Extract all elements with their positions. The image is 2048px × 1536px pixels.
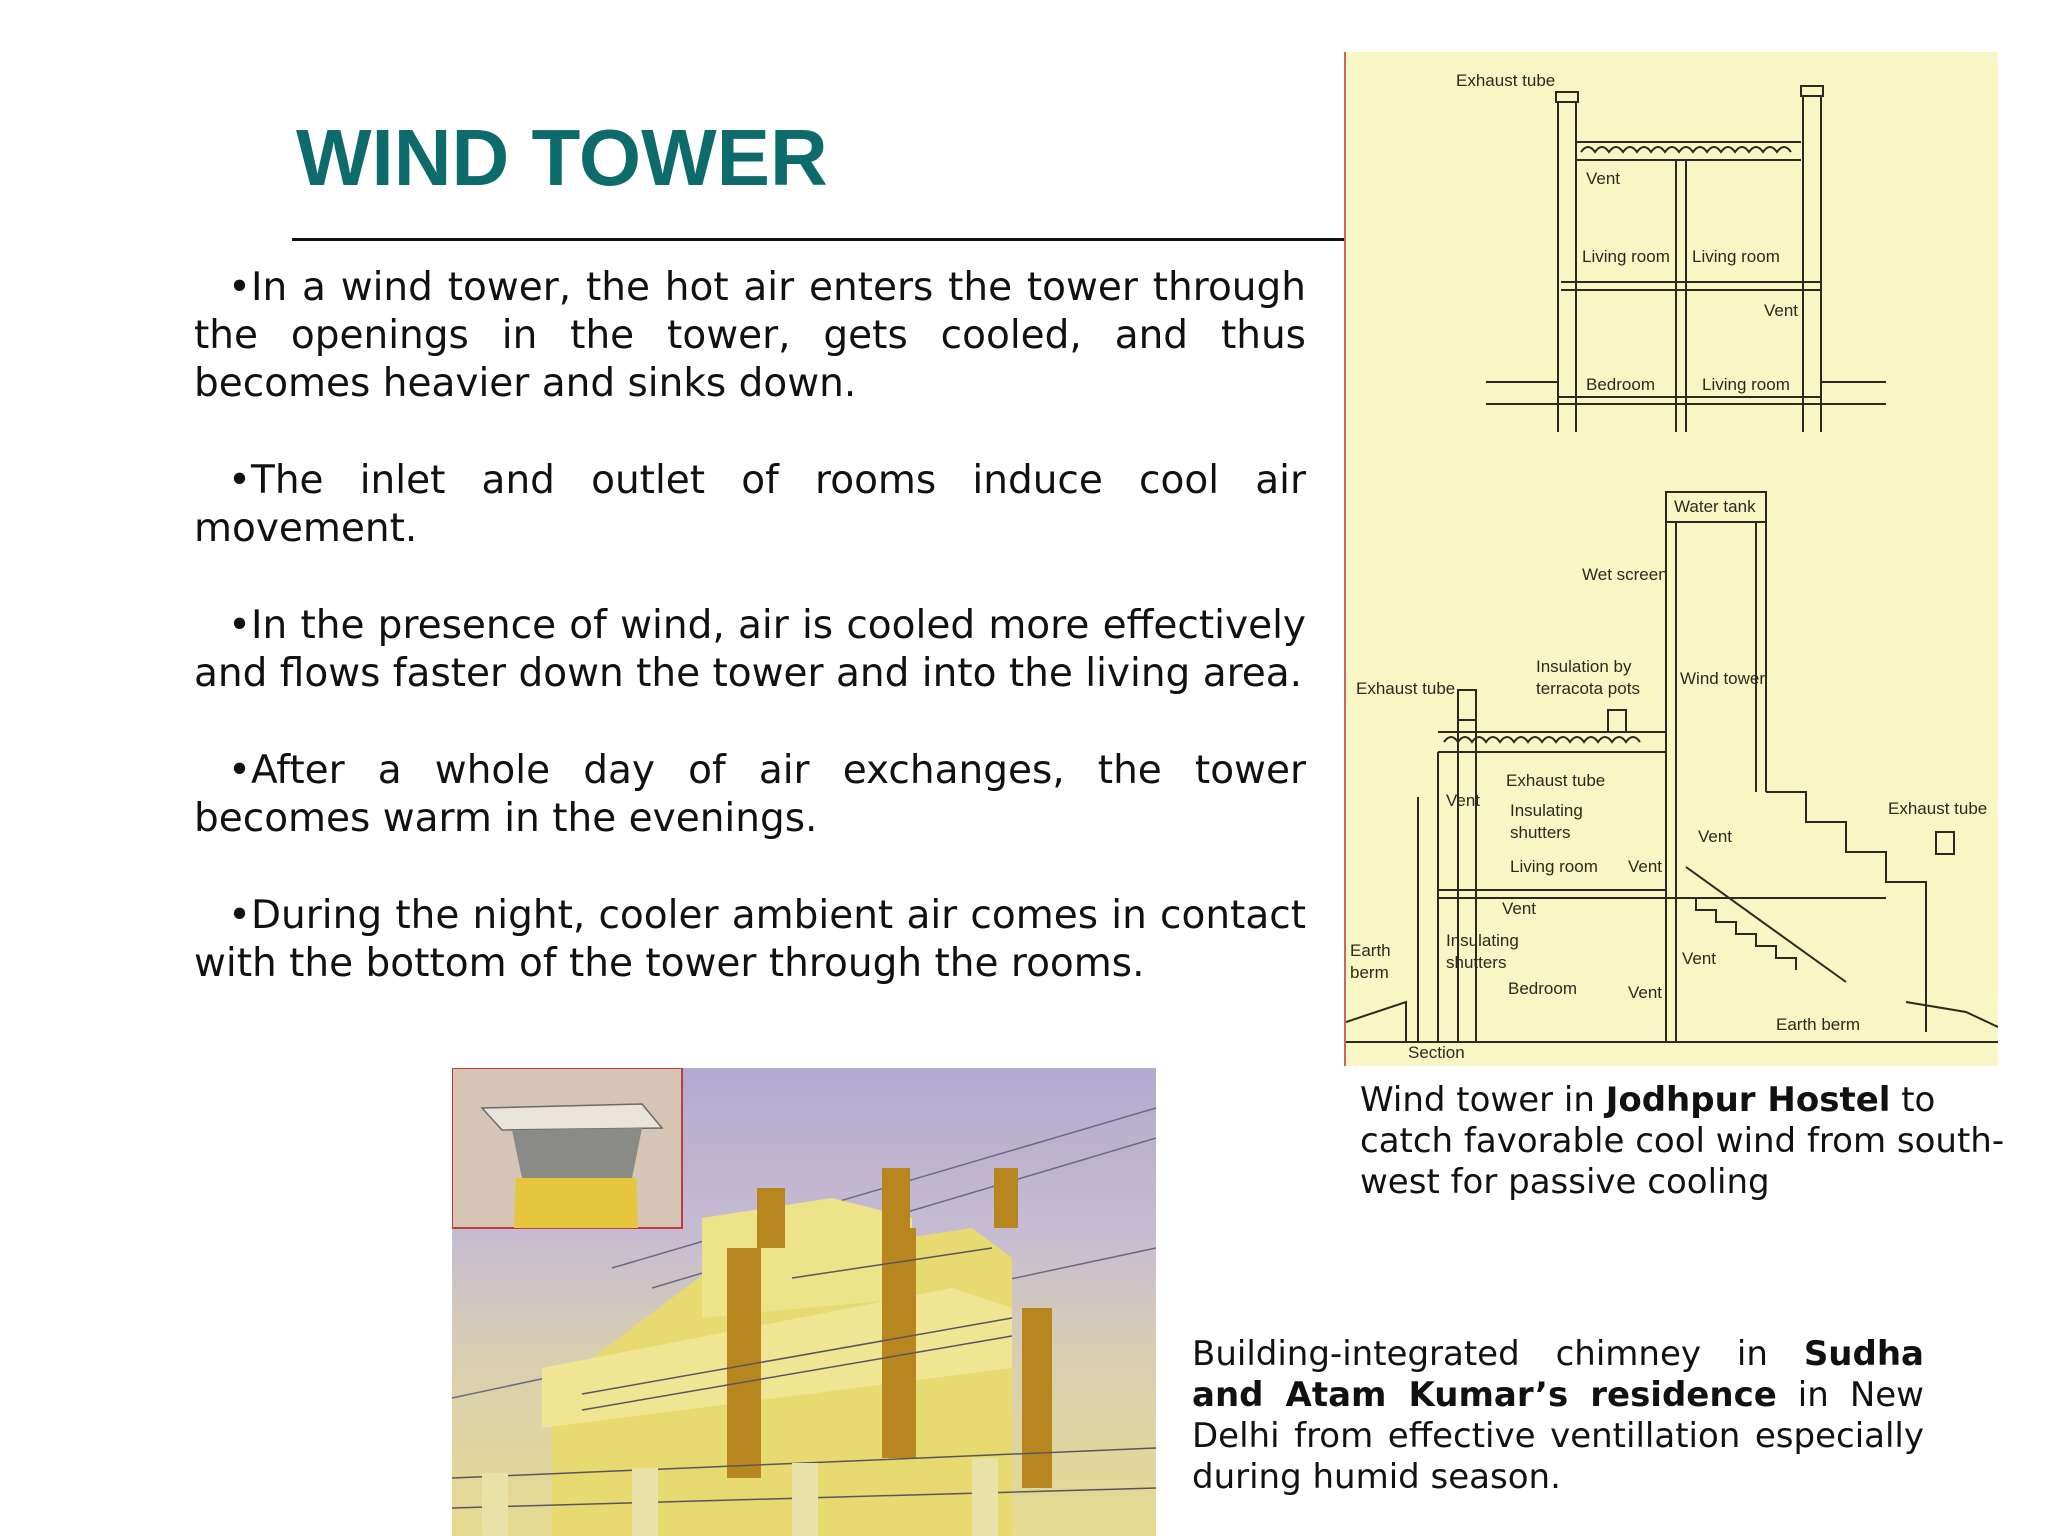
label-bedroom: Bedroom xyxy=(1508,979,1577,998)
label-insulating-shutters: shutters xyxy=(1446,953,1507,972)
label-vent: Vent xyxy=(1698,827,1733,846)
page-title: WIND TOWER xyxy=(296,113,828,202)
label-earth-berm: Earth berm xyxy=(1776,1015,1861,1034)
label-vent: Vent xyxy=(1682,949,1717,968)
label-vent: Vent xyxy=(1764,301,1799,320)
bullet-list xyxy=(194,264,1306,988)
caption-text: in New Delhi from effective ventillation especially during humid season. xyxy=(1192,1375,1924,1497)
label-living-room: Living room xyxy=(1692,247,1780,266)
bullet-item: •In the presence of wind, air is cooled more effectively and flows faster down the tower and into the living area. xyxy=(194,603,1306,696)
label-vent: Vent xyxy=(1586,169,1621,188)
caption-text: to catch favorable cool wind from south-west for passive cooling xyxy=(1360,1080,2005,1202)
photo-drawing xyxy=(452,1068,1156,1536)
label-vent: Vent xyxy=(1628,857,1663,876)
upper-section-lines xyxy=(1486,86,1886,432)
title-divider xyxy=(292,238,1344,241)
label-section: Section xyxy=(1408,1043,1465,1062)
label-insulating-shutters: Insulating xyxy=(1510,801,1583,820)
label-vent: Vent xyxy=(1628,983,1663,1002)
label-earth-berm: berm xyxy=(1350,963,1389,982)
residence-photo xyxy=(452,1068,1156,1536)
label-exhaust-tube: Exhaust tube xyxy=(1506,771,1606,790)
caption-text: Wind tower in xyxy=(1360,1080,1606,1120)
bullet-item: •The inlet and outlet of rooms induce cool air movement. xyxy=(194,458,1306,551)
label-vent: Vent xyxy=(1502,899,1537,918)
label-bedroom: Bedroom xyxy=(1586,375,1655,394)
label-living-room: Living room xyxy=(1702,375,1790,394)
caption-bold-text: Jodhpur Hostel xyxy=(1605,1080,1891,1120)
wind-tower-section-diagram xyxy=(1344,52,1998,1066)
label-living-room: Living room xyxy=(1582,247,1670,266)
label-exhaust-tube: Exhaust tube xyxy=(1888,799,1988,818)
label-wet-screen: Wet screen xyxy=(1582,565,1668,584)
lower-section-lines xyxy=(1346,492,1998,1042)
label-exhaust-tube: Exhaust tube xyxy=(1456,71,1556,90)
label-insulating-shutters: shutters xyxy=(1510,823,1571,842)
photo-caption xyxy=(1192,1334,1924,1498)
label-living-room: Living room xyxy=(1510,857,1598,876)
bullet-item: •After a whole day of air exchanges, the tower becomes warm in the evenings. xyxy=(194,748,1306,841)
bullet-item: •During the night, cooler ambient air comes in contact with the bottom of the tower through the rooms. xyxy=(194,893,1306,986)
label-vent: Vent xyxy=(1446,791,1481,810)
label-insulation: terracota pots xyxy=(1536,679,1640,698)
diagram-drawing xyxy=(1346,52,1998,1066)
diagram-caption xyxy=(1360,1080,2020,1203)
label-water-tank: Water tank xyxy=(1674,497,1756,516)
label-earth-berm: Earth xyxy=(1350,941,1391,960)
caption-text: Building-integrated chimney in xyxy=(1192,1334,1804,1374)
caption-bold-text: Sudha and Atam Kumar’s residence xyxy=(1192,1334,1924,1415)
label-insulation: Insulation by xyxy=(1536,657,1632,676)
bullet-item: •In a wind tower, the hot air enters the tower through the openings in the tower, gets cooled, and thus becomes heavier and sinks down. xyxy=(194,265,1306,406)
label-insulating-shutters: Insulating xyxy=(1446,931,1519,950)
label-wind-tower: Wind tower xyxy=(1680,669,1766,688)
label-exhaust-tube: Exhaust tube xyxy=(1356,679,1456,698)
